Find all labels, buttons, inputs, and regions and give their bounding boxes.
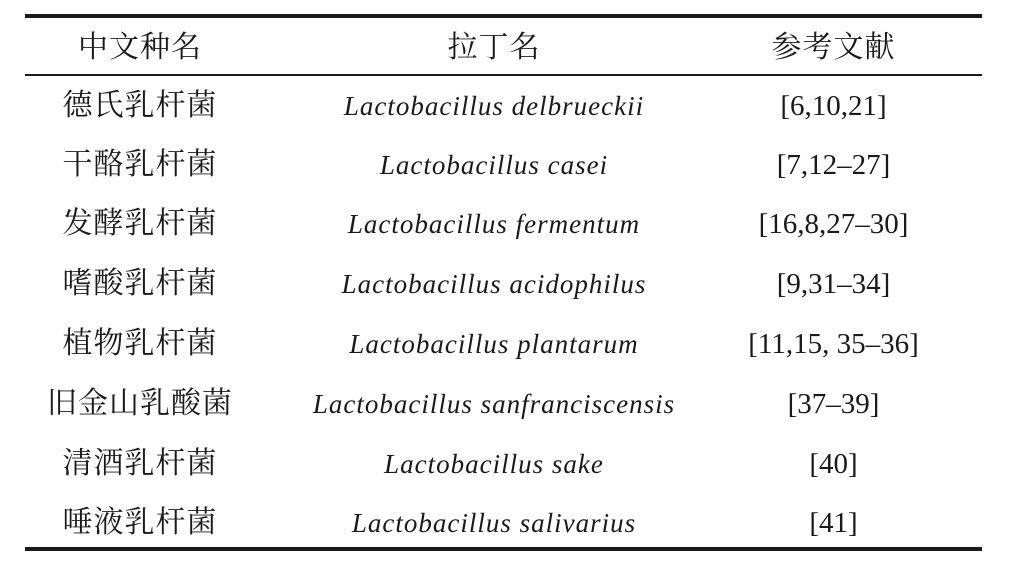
table-row bbox=[25, 314, 982, 374]
cell-latin-name: Lactobacillus fermentum bbox=[347, 209, 641, 239]
table-header-row bbox=[25, 18, 982, 78]
table-row bbox=[25, 76, 982, 136]
table-row bbox=[25, 374, 982, 434]
cell-references: [11,15, 35–36] bbox=[748, 328, 919, 360]
header-chinese-name: 中文种名 bbox=[78, 30, 202, 65]
table-row bbox=[25, 135, 982, 195]
cell-references: [16,8,27–30] bbox=[758, 208, 909, 240]
cell-chinese-name: 发酵乳杆菌 bbox=[62, 206, 218, 241]
cell-references: [40] bbox=[809, 448, 858, 480]
cell-chinese-name: 唾液乳杆菌 bbox=[62, 505, 218, 540]
cell-chinese-name: 嗜酸乳杆菌 bbox=[62, 266, 218, 301]
table-bottom-rule bbox=[25, 547, 982, 551]
header-references: 参考文献 bbox=[771, 30, 896, 65]
cell-references: [7,12–27] bbox=[776, 149, 891, 181]
cell-references: [37–39] bbox=[787, 388, 880, 420]
cell-chinese-name: 植物乳杆菌 bbox=[62, 326, 218, 361]
cell-chinese-name: 德氏乳杆菌 bbox=[62, 88, 218, 123]
cell-latin-name: Lactobacillus casei bbox=[379, 150, 609, 180]
cell-chinese-name: 旧金山乳酸菌 bbox=[47, 386, 233, 421]
cell-latin-name: Lactobacillus salivarius bbox=[351, 508, 637, 538]
cell-latin-name: Lactobacillus sanfranciscensis bbox=[312, 389, 676, 419]
cell-latin-name: Lactobacillus acidophilus bbox=[341, 269, 647, 299]
cell-references: [9,31–34] bbox=[776, 268, 891, 300]
cell-latin-name: Lactobacillus plantarum bbox=[349, 329, 639, 359]
table-row bbox=[25, 254, 982, 314]
table-row bbox=[25, 493, 982, 553]
table-row bbox=[25, 434, 982, 494]
table-row bbox=[25, 194, 982, 254]
cell-chinese-name: 清酒乳杆菌 bbox=[62, 446, 218, 481]
cell-latin-name: Lactobacillus delbrueckii bbox=[343, 91, 645, 121]
header-latin-name: 拉丁名 bbox=[447, 30, 541, 65]
cell-chinese-name: 干酪乳杆菌 bbox=[62, 147, 218, 182]
cell-references: [6,10,21] bbox=[780, 90, 887, 122]
cell-references: [41] bbox=[809, 507, 858, 539]
cell-latin-name: Lactobacillus sake bbox=[384, 449, 604, 479]
